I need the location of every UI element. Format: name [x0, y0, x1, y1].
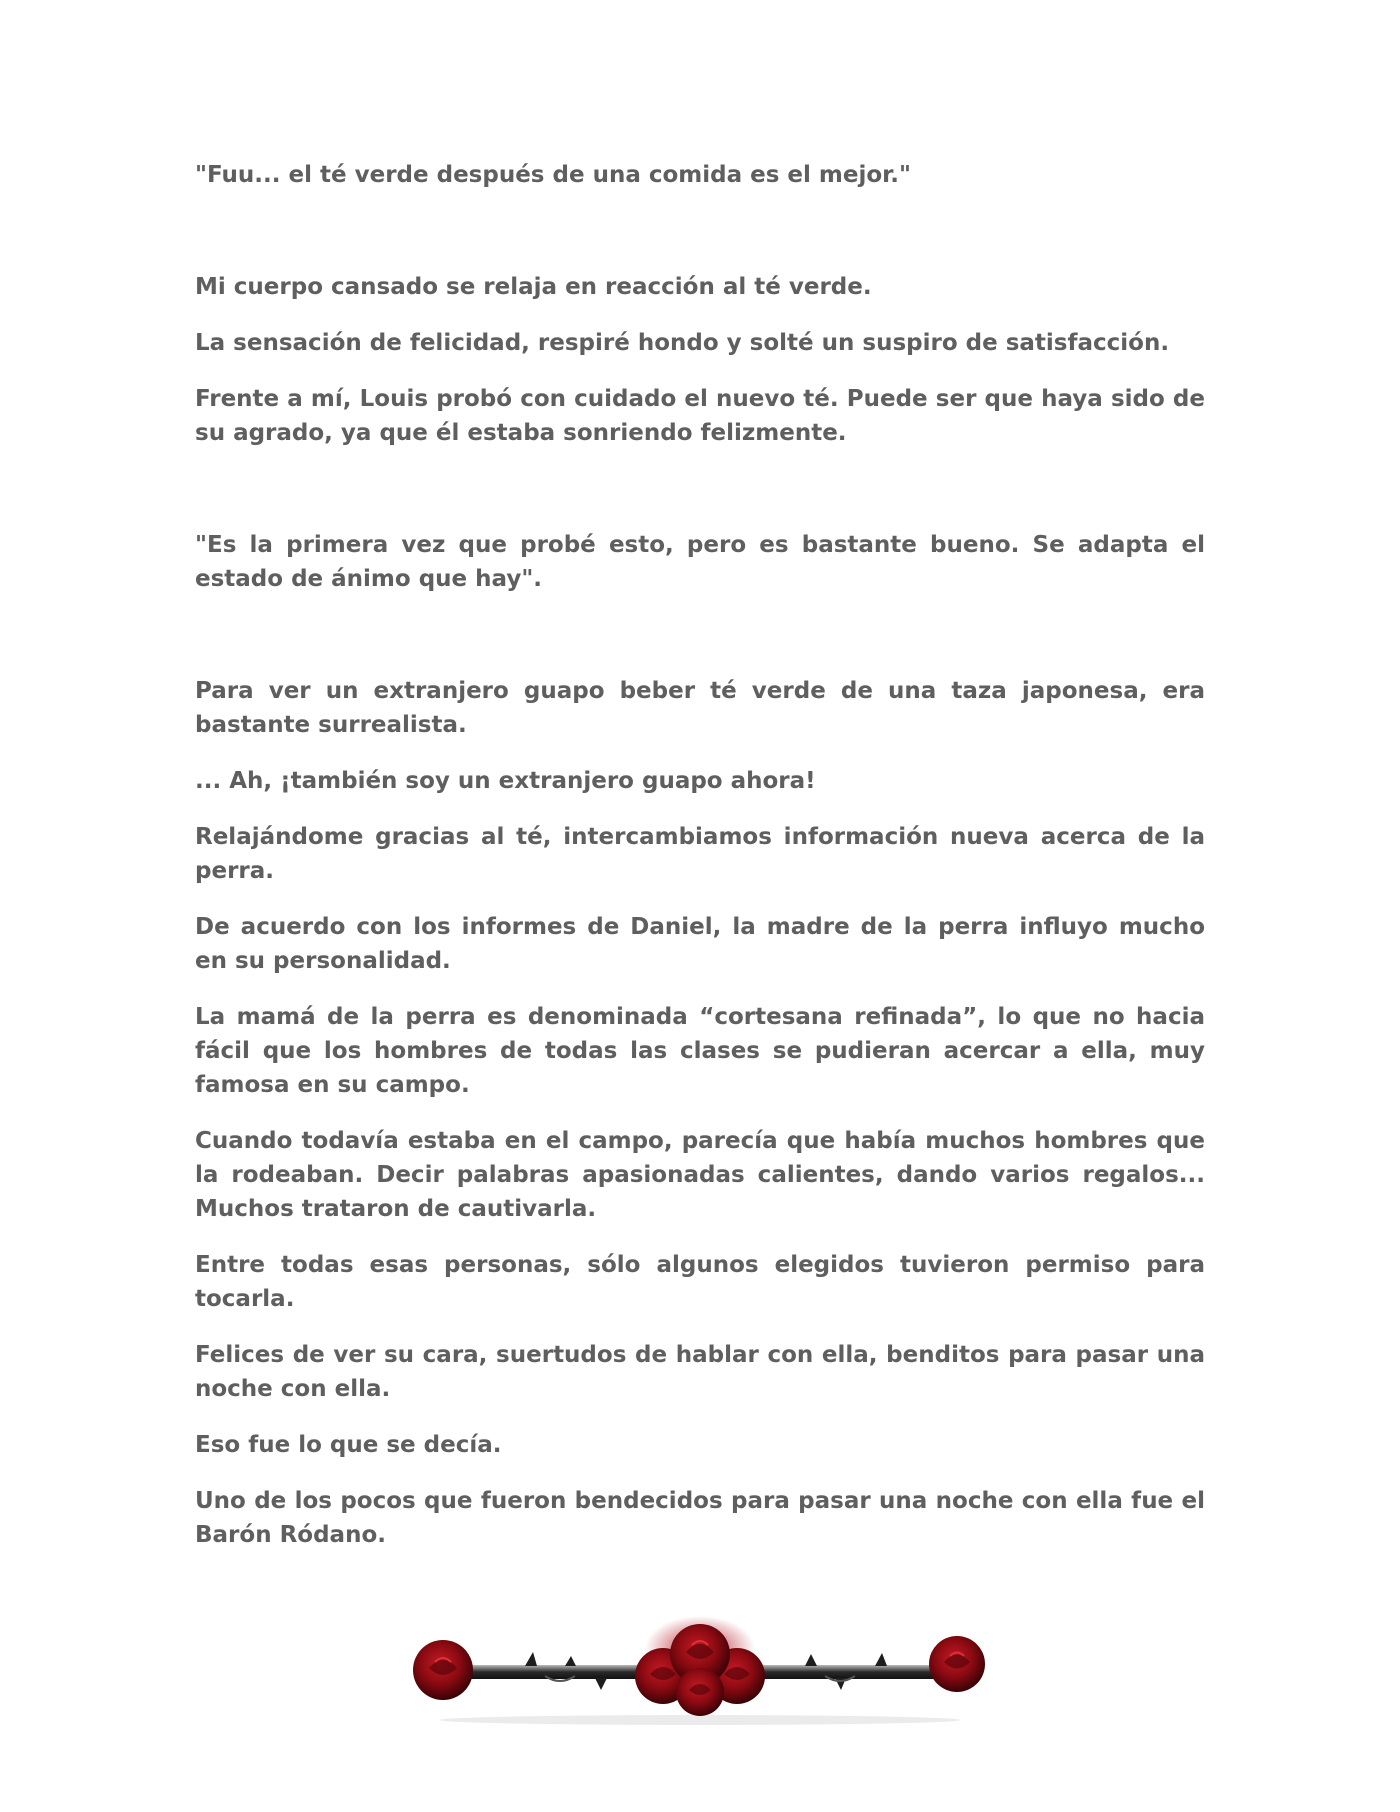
rose-icon [413, 1640, 473, 1700]
paragraph: Uno de los pocos que fueron bendecidos para pasar una noche con ella fue el Barón Ródano. [195, 1488, 1205, 1548]
rose-icon [929, 1636, 985, 1692]
paragraph: La sensación de felicidad, respiré hondo y solté un suspiro de satisfacción. [195, 330, 1170, 356]
paragraph: Mi cuerpo cansado se relaja en reacción al té verde. [195, 274, 872, 300]
document-body [195, 158, 1205, 1574]
paragraph: Entre todas esas personas, sólo algunos elegidos tuvieron permiso para tocarla. [195, 1252, 1205, 1312]
paragraph: De acuerdo con los informes de Daniel, la madre de la perra influyo mucho en su personalidad. [195, 914, 1205, 974]
rose-icon [676, 1668, 724, 1716]
paragraph: Relajándome gracias al té, intercambiamos información nueva acerca de la perra. [195, 824, 1205, 884]
paragraph: "Es la primera vez que probé esto, pero es bastante bueno. Se adapta el estado de ánimo que hay". [195, 532, 1205, 592]
paragraph: La mamá de la perra es denominada “cortesana refinada”, lo que no hacia fácil que los hombres de todas las clases se pudieran acercar a ella, muy famosa en su campo. [195, 1004, 1205, 1098]
paragraph: Frente a mí, Louis probó con cuidado el nuevo té. Puede ser que haya sido de su agrado, ya que él estaba sonriendo felizmente. [195, 386, 1205, 446]
paragraph: "Fuu... el té verde después de una comida es el mejor." [195, 162, 911, 188]
paragraph: Felices de ver su cara, suertudos de hablar con ella, benditos para pasar una noche con ella. [195, 1342, 1205, 1402]
paragraph: Para ver un extranjero guapo beber té verde de una taza japonesa, era bastante surrealista. [195, 678, 1205, 738]
rose-divider-icon [405, 1610, 995, 1730]
paragraph: Cuando todavía estaba en el campo, parecía que había muchos hombres que la rodeaban. Decir palabras apasionadas calientes, dando varios regalos... Muchos trataron de cautivarla. [195, 1128, 1205, 1222]
paragraph: Eso fue lo que se decía. [195, 1432, 502, 1458]
paragraph: ... Ah, ¡también soy un extranjero guapo ahora! [195, 768, 816, 794]
